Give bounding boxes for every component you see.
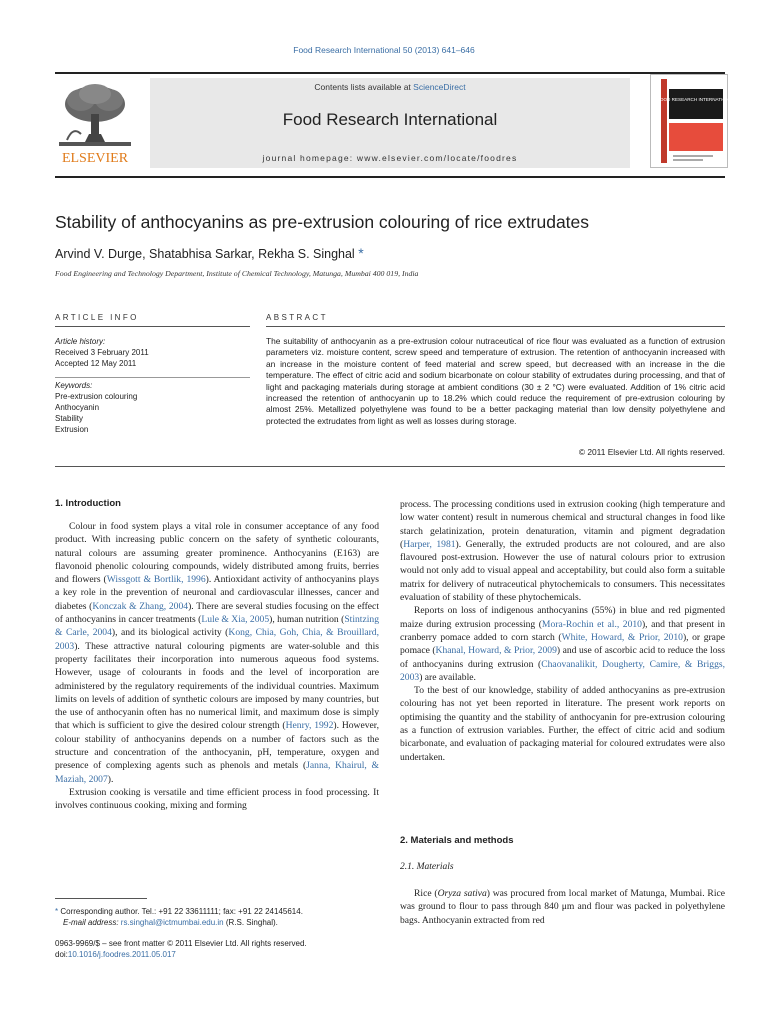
citation-link[interactable]: White, Howard, & Prior, 2010 <box>561 631 683 643</box>
citation-link[interactable]: Chaovanalikit, Dougherty, Camire, & Briggs, 2003 <box>400 658 726 683</box>
citation-link[interactable]: Kong, Chia, Goh, Chia, & Brouillard, 2003 <box>55 627 380 652</box>
keyword-item: Extrusion <box>55 425 89 434</box>
contents-line <box>150 82 630 92</box>
accepted-date: Accepted 12 May 2011 <box>55 359 137 368</box>
materials-paragraph <box>400 887 725 927</box>
received-date: Received 3 February 2011 <box>55 348 149 357</box>
citation-link[interactable]: Stintzing & Carle, 2004 <box>55 614 379 639</box>
citation-link[interactable]: Konczak & Zhang, 2004 <box>92 600 189 612</box>
email-suffix: (R.S. Singhal). <box>223 918 278 927</box>
keyword-item: Stability <box>55 414 84 423</box>
text-run: ), and that present in cranberry pomace added to corn starch ( <box>400 618 725 643</box>
sciencedirect-link[interactable]: ScienceDirect <box>413 82 466 92</box>
text-run: ) and use of ascorbic acid to reduce the loss of anthocyanins during extrusion ( <box>400 645 725 670</box>
footnote-mark: * <box>55 907 59 916</box>
footnote-rule <box>55 898 147 899</box>
text-run: ). Antioxidant activity of anthocyanins plays a key role in the prevention of neuronal and cardiovascular illnesses, cancer and diabetes ( <box>55 574 380 612</box>
citation-link[interactable]: Henry, 1992 <box>285 720 334 732</box>
text-run: Rice ( <box>414 888 438 899</box>
top-rule <box>55 72 725 74</box>
keywords-block <box>55 380 250 435</box>
citation-link[interactable]: Khanal, Howard, & Prior, 2009 <box>435 645 557 657</box>
right-column <box>400 498 725 764</box>
text-run: ) was procured from local market of Matunga, Mumbai. Rice was ground to flour to pass through 840 μm and flour was packed in polyethylene bags. Anthocyanin extracted from red <box>400 888 725 926</box>
citation-link[interactable]: Mora-Rochin et al., 2010 <box>541 618 642 630</box>
text-run: process. The processing conditions used in extrusion cooking (high temperature and low water content) result in numerous chemical and structural changes in food like starch gelatinization, protein denaturation, vitamin and pigment degradation ( <box>400 499 725 550</box>
history-label: Article history: <box>55 337 106 346</box>
citation-link[interactable]: Lule & Xia, 2005 <box>201 614 270 626</box>
species-name: Oryza sativa <box>437 888 487 899</box>
journal-cover-image <box>651 75 735 167</box>
abstract-rule <box>266 326 725 327</box>
text-run: ). Generally, the extruded products are not coloured, and are also flavoured post-extrusion. However the use of natural colours prior to extrusion would not only add to visual appeal and acceptability, but could also form a suitable matrix for delivery of nutraceutical phytochemicals to consumers. This necessitates evaluation of stability of these phytochemicals. <box>400 538 726 604</box>
cover-title: FOOD RESEARCH INTERNATIONAL <box>657 97 735 102</box>
text-run: ). There are several studies focusing on the effect of anthocyanins in cancer treatments ( <box>55 600 379 626</box>
article-info-divider <box>55 377 250 378</box>
intro-paragraph-1 <box>55 520 379 786</box>
abstract-text: The suitability of anthocyanin as a pre-extrusion colour nutraceutical of rice flour was evaluated as a function of extrusion parameters viz. moisture content, screw speed and temperature of extrusion. The retention of anthocyanin increased with an increase in the moisture content of feed material and screw speed, but decreased with an increase in the die temperature. The effect of citric acid and sodium bicarbonate on colour stability of extrudates during processing, and that of light and packaging materials during storage at ambient conditions (30 ± 2 °C) were evaluated. Addition of 1% citric acid increased the retention of anthocyanin up to 18.2% which could reduce the requirement of pre-extrusion colouring by almost 25%. Metallized polyethylene was found to be a better packaging material than low density polyethylene and protected the extrudates from light as well as losses during storage. <box>266 336 725 426</box>
corresponding-author-mark[interactable]: * <box>358 245 364 261</box>
keyword-item: Anthocyanin <box>55 403 100 412</box>
citation-link[interactable]: Harper, 1981 <box>403 538 456 550</box>
journal-cover-thumbnail <box>650 74 735 168</box>
footnote <box>55 906 379 928</box>
keyword-item: Pre-extrusion colouring <box>55 392 138 401</box>
journal-name: Food Research International <box>282 110 498 129</box>
text-run: ) are available. <box>419 671 476 683</box>
authors-text: Arvind V. Durge, Shatabhisa Sarkar, Rekha S. Singhal <box>55 247 355 261</box>
elsevier-logo <box>55 80 135 166</box>
text-run: ), human nutrition ( <box>269 614 345 626</box>
journal-reference[interactable]: Food Research International 50 (2013) 641–646 <box>293 45 475 55</box>
text-run: ). However, colour stability of anthocyanins depends on a number of factors such as the structure and concentration of the anthocyanin, pH, temperature, oxygen and presence of complexing agents such as phenols and metals ( <box>55 720 380 772</box>
intro-paragraph-2: Extrusion cooking is versatile and time efficient process in food processing. It involves continuous cooking, mixing and forming <box>55 786 379 812</box>
article-info-heading: ARTICLE INFO <box>55 313 139 322</box>
materials-subheading: 2.1. Materials <box>400 862 454 872</box>
citation-link[interactable]: Wissgott & Bortlik, 1996 <box>106 574 206 586</box>
contents-prefix: Contents lists available at <box>314 82 414 92</box>
materials-text <box>400 887 725 927</box>
affiliation: Food Engineering and Technology Department, Institute of Chemical Technology, Matunga, Mumbai 400 019, India <box>55 269 419 278</box>
publisher-wordmark: ELSEVIER <box>61 151 129 166</box>
article-info-rule <box>55 326 250 327</box>
article-title: Stability of anthocyanins as pre-extrusion colouring of rice extrudates <box>55 212 590 232</box>
keywords-label: Keywords: <box>55 381 93 390</box>
doi-link[interactable]: 10.1016/j.foodres.2011.05.017 <box>67 950 176 959</box>
introduction-heading: 1. Introduction <box>55 498 121 509</box>
intro-paragraph-continued <box>400 498 725 604</box>
header-bottom-rule <box>55 176 725 178</box>
abstract-bottom-rule <box>55 466 725 467</box>
article-history <box>55 336 250 369</box>
materials-methods-heading: 2. Materials and methods <box>400 835 514 846</box>
doi-label: doi: <box>55 950 68 959</box>
text-run: ), or grape pomace ( <box>400 631 725 657</box>
email-link[interactable]: rs.singhal@ictmumbai.edu.in <box>120 918 224 927</box>
text-run: ), and its biological activity ( <box>111 627 229 639</box>
citation-link[interactable]: Janna, Khairul, & Maziah, 2007 <box>55 760 379 785</box>
text-run: ). <box>107 773 114 785</box>
email-label: E-mail address: <box>63 918 121 927</box>
issn-block <box>55 938 379 960</box>
abstract-heading: ABSTRACT <box>266 313 328 322</box>
corresponding-info: Corresponding author. Tel.: +91 22 33611111; fax: +91 22 24145614. <box>58 907 303 916</box>
text-run: ). These attractive natural colouring pigments are water-soluble and this property facilitates their incorporation into numerous aqueous food systems. However, usage of colourants in foods and the level of incorporation are administered by the regulatory requirements of the individual countries. Maximum limits on levels of addition of synthetic colours are imposed by many countries, but the use of anthocyanin often has no numerical limit, and maximum dose is simply that which is sufficient to give the desired colour strength ( <box>55 640 379 732</box>
intro-paragraph-3 <box>400 604 725 684</box>
intro-paragraph-4: To the best of our knowledge, stability of added anthocyanins as pre-extrusion colouring has not yet been reported in literature. The present work reports on optimising the quantity and the stability of anthocyanin for pre-extrusion colouring as a function of extrusion variables. Further, the effect of citric acid and sodium bicarbonate, and evaluation of packaging material for coloured extrudates were also undertaken. <box>400 685 725 763</box>
issn-line: 0963-9969/$ – see front matter © 2011 Elsevier Ltd. All rights reserved. <box>55 939 307 948</box>
elsevier-tree-icon <box>55 80 135 166</box>
text-run: Reports on loss of indigenous anthocyanins (55%) in blue and red pigmented maize during extrusion processing ( <box>400 605 725 630</box>
author-list <box>55 245 725 261</box>
journal-homepage[interactable]: journal homepage: www.elsevier.com/locate/foodres <box>262 153 518 163</box>
text-run: Colour in food system plays a vital role in consumer acceptance of any food product. With increasing public concern on the safety of synthetic colourants, natural colours are assuming greater prominence. Anthocyanins (E163) are flavonoid phenolic colouring compounds, widely distributed among fruits, berries and flowers ( <box>55 521 379 586</box>
left-column <box>55 520 379 813</box>
abstract-copyright: © 2011 Elsevier Ltd. All rights reserved. <box>578 447 725 457</box>
